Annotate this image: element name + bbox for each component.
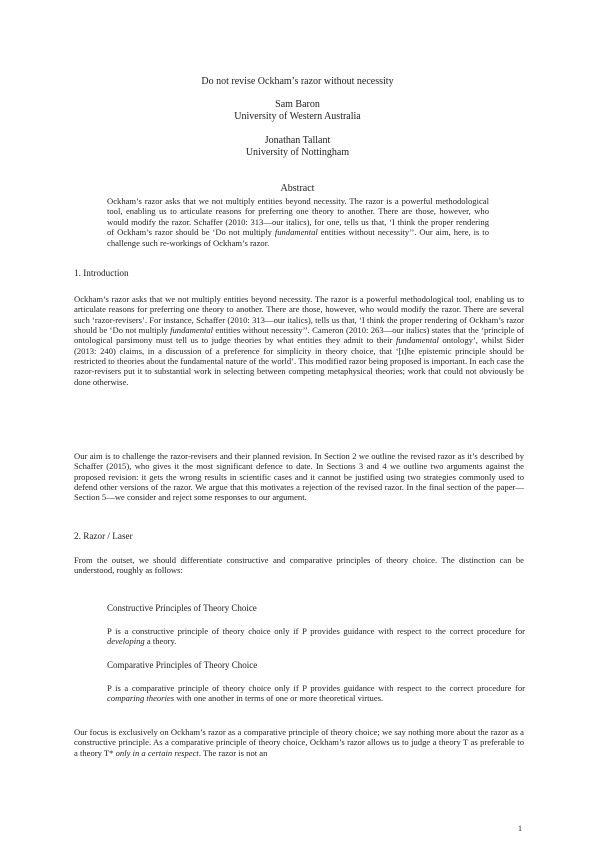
author-name: Sam Baron — [275, 99, 320, 110]
paragraph: Our aim is to challenge the razor-revisers and their planned revision. In Section 2 we outline the revised razor as it’s described by Schaffer (2015), who gives it the most significant defence to date. In Sections 3 and 4 we outline two arguments against the proposed revision: it gets the wrong results in scientific cases and it cannot be justified using two strategies commonly used to defend other versions of the razor. We argue that this motivates a rejection of the revised razor. In the final section of the paper—Section 5—we consider and reject some responses to our argument. — [74, 451, 524, 503]
definition-text: P is a constructive principle of theory choice only if P provides guidance with respect to the correct procedure for developing a theory. — [107, 626, 525, 647]
abstract-text: Ockham’s razor asks that we not multiply entities beyond necessity. The razor is a powerful methodological tool, enabling us to articulate reasons for preferring one theory to another. There are those, however, who would modify the razor. Schaffer (2010: 313—our italics), for one, tells us that, ‘I think the proper rendering of Ockham’s razor should be ‘Do not multiply fundamental entities without necessity’’. Our aim, here, is to challenge such re-workings of Ockham’s razor. — [107, 196, 489, 248]
definition-heading: Comparative Principles of Theory Choice — [107, 660, 258, 670]
author-name: Jonathan Tallant — [264, 135, 331, 146]
definition-heading: Constructive Principles of Theory Choice — [107, 603, 257, 613]
paragraph: Our focus is exclusively on Ockham’s razor as a comparative principle of theory choice; we say nothing more about the razor as a constructive principle. As a comparative principle of theory choice, Ockham’s razor allows us to judge a theory T as preferable to a theory T* only in a certain respect. The razor is not an — [74, 727, 524, 758]
definition-text: P is a comparative principle of theory choice only if P provides guidance with respect to the correct procedure for comparing theories with one another in terms of one or more theoretical virtues. — [107, 683, 525, 704]
paragraph: From the outset, we should differentiate constructive and comparative principles of theory choice. The distinction can be understood, roughly as follows: — [74, 555, 524, 576]
section-heading: 1. Introduction — [74, 268, 129, 278]
page-number: 1 — [518, 824, 522, 833]
paper-title: Do not revise Ockham’s razor without necessity — [201, 76, 394, 87]
author-affiliation: University of Western Australia — [234, 111, 361, 122]
abstract-heading: Abstract — [280, 183, 315, 194]
section-heading: 2. Razor / Laser — [74, 531, 133, 541]
paragraph: Ockham’s razor asks that we not multiply entities beyond necessity. The razor is a powerful methodological tool, enabling us to articulate reasons for preferring one theory to another. There are those, however, who would modify the razor. There are several such ‘razor-revisers’. For instance, Schaffer (2010: 313—our italics), tells us that, ‘I think the proper rendering of Ockham’s razor should be ‘Do not multiply fundamental entities without necessity’’. Cameron (2010: 263—our italics) states that the ‘principle of ontological parsimony must tell us to judge theories by what entities they admit to their fundamental ontology’, whilst Sider (2013: 240) claims, in a discussion of a preference for simplicity in theory choice, that ‘[t]he epistemic principle should be restricted to theories about the fundamental nature of the world’. This modified razor being proposed is important. In each case the razor-revisers put it to substantial work in selecting between competing metaphysical theories; work that could not obviously be done otherwise. — [74, 294, 524, 387]
author-affiliation: University of Nottingham — [245, 147, 350, 158]
